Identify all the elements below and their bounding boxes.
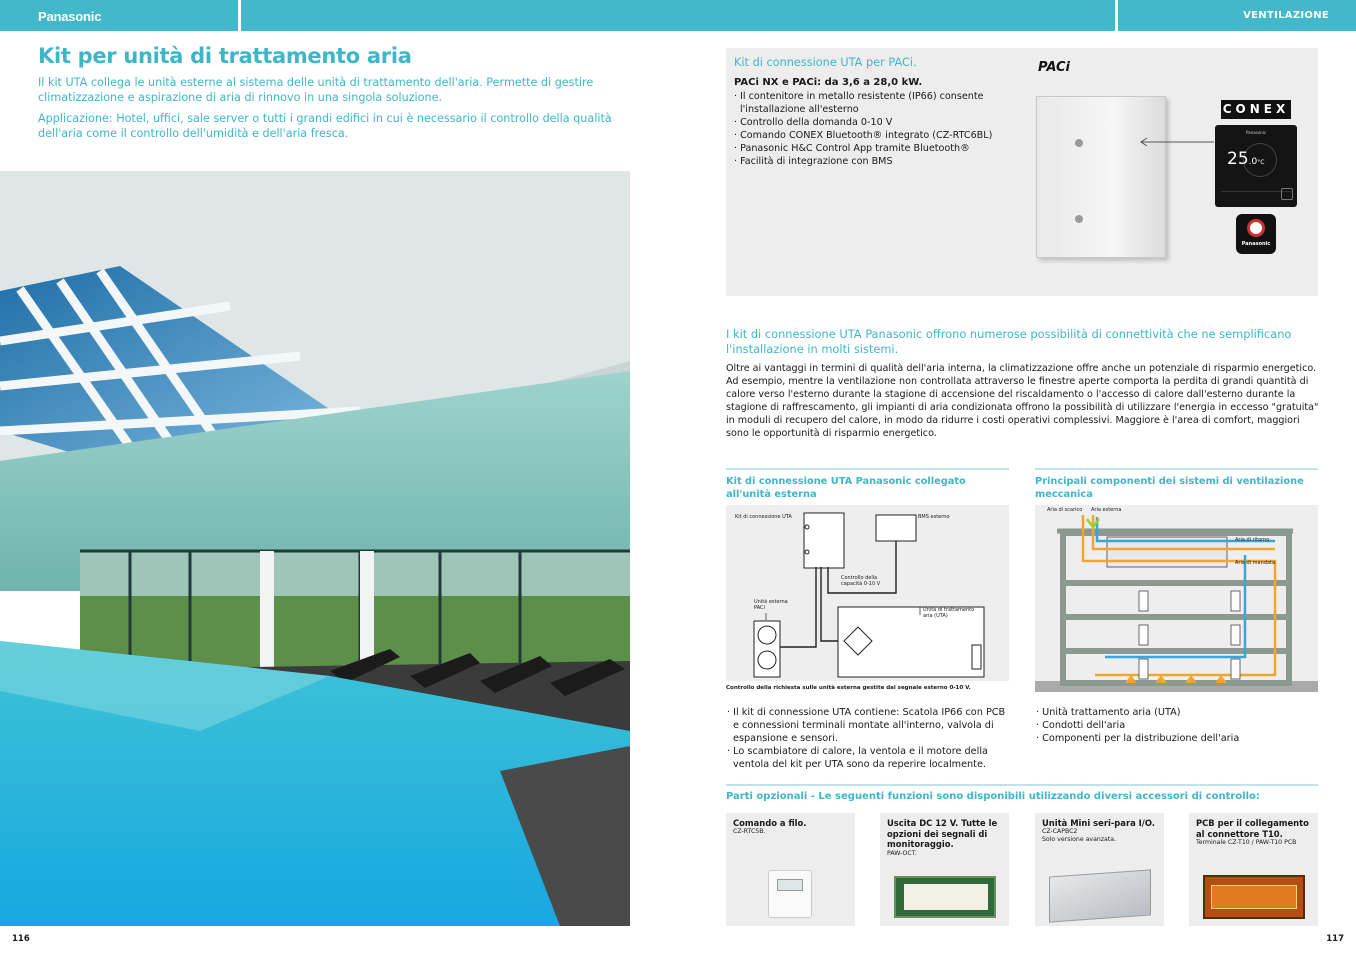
option-card-sub: CZ-CAPBC2 Solo versione avanzata.: [1042, 828, 1117, 843]
option-card: [1035, 813, 1164, 926]
list-item: · Controllo della domanda 0-10 V: [734, 117, 893, 128]
list-item: · Il contenitore in metallo resistente (IP66) consente l'installazione all'esterno: [734, 91, 984, 115]
kit-title: Kit di connessione UTA per PACi.: [734, 56, 917, 69]
intro-paragraph: Il kit UTA collega le unità esterne al sistema delle unità di trattamento dell'aria. Permette di gestire climatizzazione e aspirazione di aria di rinnovo in una singola soluzione.: [38, 76, 594, 104]
list-item: · Componenti per la distribuzione dell'aria: [1036, 733, 1240, 744]
label-exhaust: Aria di scarico: [1047, 507, 1083, 513]
cabinet-hinge: [1075, 215, 1083, 223]
option-card: [1189, 813, 1318, 926]
kit-feature-list: [734, 90, 1004, 168]
connection-diagram-svg: [726, 505, 1009, 681]
label-outside: Aria esterna: [1091, 507, 1122, 513]
kit-info-box: [726, 48, 1318, 296]
label-supply: Aria di mandata: [1235, 560, 1276, 566]
thermostat-brand: Panasonic: [1245, 130, 1267, 135]
list-item: · Panasonic H&C Control App tramite Bluetooth®: [734, 143, 970, 154]
pcb-board-image: [894, 876, 996, 918]
cabinet-image: [1036, 96, 1166, 258]
label-outdoor: Unità esterna PACi: [754, 599, 788, 611]
list-item: · Condotti dell'aria: [1036, 720, 1126, 731]
thermostat-temp-unit: °C: [1257, 159, 1265, 166]
header-separator: [1115, 0, 1118, 31]
diagram-left-list: [727, 706, 1009, 771]
label-capacity: Controllo della capacità 0-10 V: [841, 575, 881, 587]
thermometer-icon: [1247, 219, 1265, 237]
power-icon: [1281, 188, 1293, 200]
io-unit-image: [1049, 869, 1151, 922]
optional-parts-title: Parti opzionali - Le seguenti funzioni sono disponibili utilizzando diversi accessori di controllo:: [726, 791, 1260, 802]
option-card-title: Unità Mini seri-para I/O.: [1042, 818, 1155, 828]
option-card-title: Uscita DC 12 V. Tutte le opzioni dei segnali di monitoraggio.: [887, 818, 998, 849]
app-icon: [1236, 214, 1276, 254]
pool-photo: [0, 171, 630, 926]
label-ahu: Unità di trattamento aria (UTA): [923, 607, 975, 619]
connection-diagram: [726, 505, 1009, 681]
option-card-sub: PAW-OCT.: [887, 850, 917, 857]
option-card-sub: Terminale CZ-T10 / PAW-T10 PCB: [1196, 839, 1297, 846]
list-item: · Comando CONEX Bluetooth® integrato (CZ-RTC6BL): [734, 130, 993, 141]
paci-logo: PACi: [1038, 60, 1070, 75]
option-card-title: Comando a filo.: [733, 818, 807, 828]
divider: [1035, 468, 1318, 470]
connectivity-heading: I kit di connessione UTA Panasonic offrono numerose possibilità di connettività che ne semplificano l'installazione in molti sistemi.: [726, 327, 1292, 356]
kit-subtitle: PACi NX e PACi: da 3,6 a 28,0 kW.: [734, 77, 923, 88]
ventilation-diagram-svg: [1035, 505, 1318, 692]
diagram-right-title: Principali componenti dei sistemi di ventilazione meccanica: [1035, 476, 1304, 500]
divider: [726, 784, 1318, 786]
diagram-left-title: Kit di connessione UTA Panasonic collegato all'unità esterna: [726, 476, 966, 500]
label-kit: Kit di connessione UTA: [735, 514, 792, 520]
page-number-left: 116: [12, 934, 30, 944]
page-number-right: 117: [1326, 934, 1344, 944]
thermostat-temp-decimal: .0: [1248, 157, 1258, 167]
diagram-left-caption: Controllo della richiesta sulle unità esterna gestite dal segnale esterno 0-10 V.: [726, 685, 971, 691]
section-tag: VENTILAZIONE: [1243, 10, 1329, 21]
option-card: [726, 813, 855, 926]
thermostat-temperature: [1227, 149, 1264, 169]
header-band-left: [0, 0, 1356, 31]
application-paragraph: Applicazione: Hotel, uffici, sale server o tutti i grandi edifici in cui è necessario il controllo della qualità dell'aria come il controllo dell'umidità e dell'aria fresca.: [38, 112, 612, 140]
brand-logo: Panasonic: [38, 9, 102, 24]
page-title: Kit per unità di trattamento aria: [38, 44, 412, 68]
remote-screen: [777, 879, 803, 891]
option-card-title: PCB per il collegamento al connettore T10.: [1196, 818, 1309, 839]
cabinet-hinge: [1075, 139, 1083, 147]
ventilation-diagram: [1035, 505, 1318, 692]
wired-remote-image: [768, 870, 812, 918]
divider: [726, 468, 1009, 470]
label-return: Aria di ritorno: [1235, 537, 1270, 543]
t10-pcb-image: [1203, 875, 1305, 919]
option-card-sub: CZ-RTC5B.: [733, 828, 766, 835]
label-bms: BMS esterno: [918, 514, 950, 520]
list-item: · Unità trattamento aria (UTA): [1036, 707, 1181, 718]
connector: [904, 884, 988, 910]
connectivity-body: Oltre ai vantaggi in termini di qualità dell'aria interna, la climatizzazione offre anche un potenziale di risparmio energetico. Ad esempio, mentre la ventilazione non controllata attraverso le finestre aperte comporta la perdita di grandi quantità di calore verso l'esterno durante la stagione di accensione del riscaldamento o l'accesso di calore dall'esterno durante la stagione di raffrescamento, gli impianti di aria condizionata offrono la possibilità di utilizzare l'energia in eccesso "gratuita" in moduli di recupero del calore, in modo da ridurre i costi operativi complessivi. Maggiore è l'area di comfort, maggiori sono le opportunità di risparmio energetico.: [726, 363, 1319, 439]
option-card: [880, 813, 1009, 926]
pool-illustration: [0, 171, 630, 926]
list-item: · Facilità di integrazione con BMS: [734, 156, 893, 167]
conex-thermostat: [1215, 125, 1297, 207]
list-item: · Lo scambiatore di calore, la ventola e il motore della ventola del kit per UTA sono da reperire localmente.: [727, 746, 988, 770]
conex-logo: CONEX: [1221, 100, 1291, 119]
header-separator: [238, 0, 241, 31]
app-label: Panasonic: [1241, 241, 1271, 247]
list-item: · Il kit di connessione UTA contiene: Scatola IP66 con PCB e connessioni terminali montate all'interno, valvola di espansione e sensori.: [727, 707, 1006, 744]
arrow-left-icon: [1138, 136, 1214, 148]
pcb-traces: [1211, 885, 1297, 909]
thermostat-temp-value: 25: [1227, 149, 1249, 169]
diagram-right-list: [1036, 706, 1316, 745]
